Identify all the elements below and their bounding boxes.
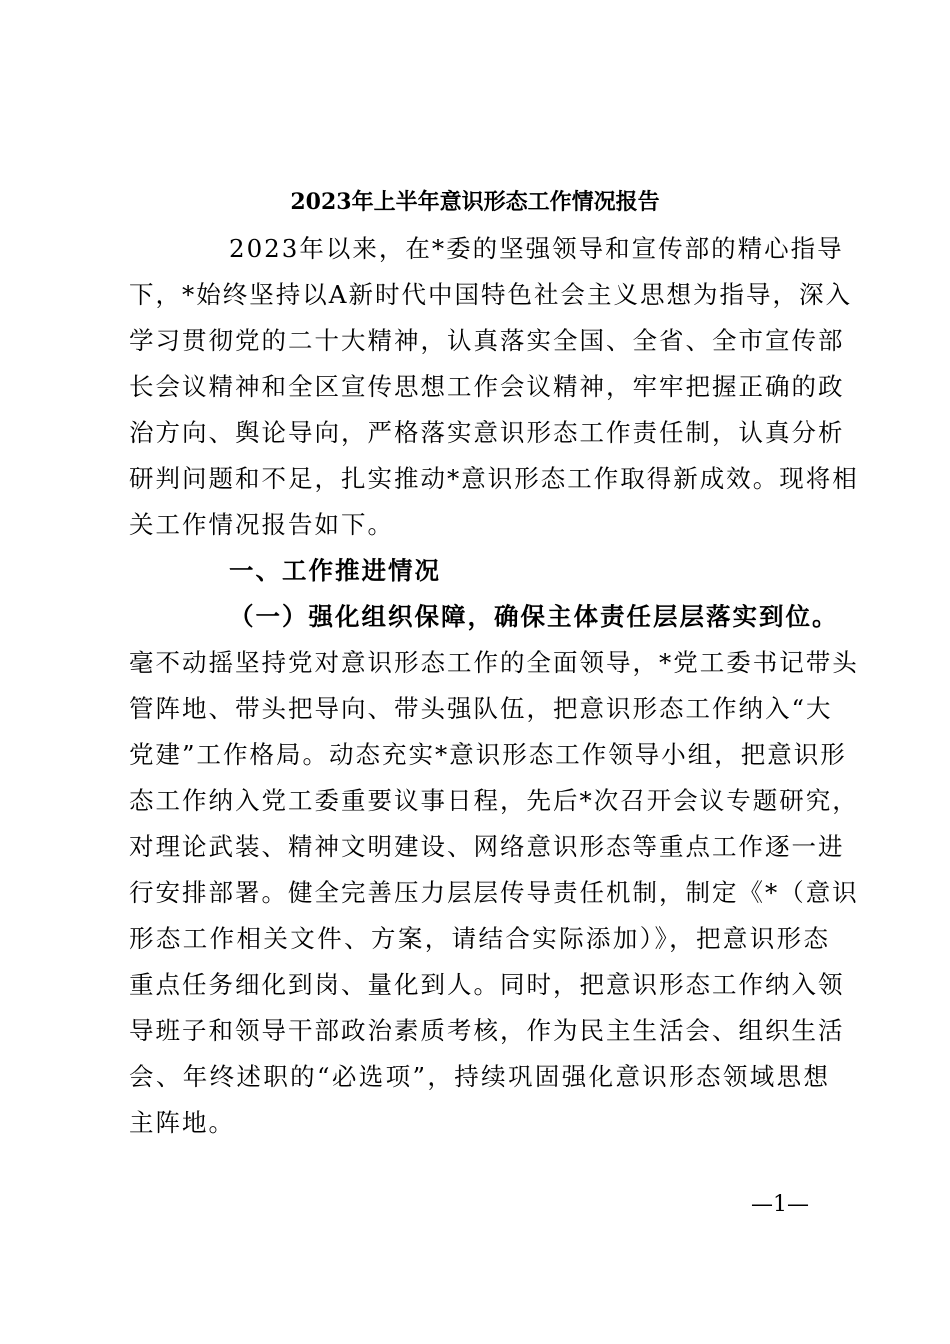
paragraph-line: 行安排部署。健全完善压力层层传导责任机制，制定《*（意识 bbox=[129, 878, 859, 907]
paragraph-line: 形态工作相关文件、方案，请结合实际添加）》，把意识形态 bbox=[129, 924, 830, 953]
paragraph-line: 主阵地。 bbox=[129, 1108, 235, 1137]
paragraph-line: 学习贯彻党的二十大精神，认真落实全国、全省、全市宣传部 bbox=[129, 326, 845, 355]
paragraph-line: 对理论武装、精神文明建设、网络意识形态等重点工作逐一进 bbox=[129, 832, 845, 861]
subsection-heading: （一）强化组织保障，确保主体责任层层落实到位。 bbox=[229, 602, 839, 631]
paragraph-line: 2023年以来，在*委的坚强领导和宣传部的精心指导 bbox=[229, 234, 844, 263]
paragraph-line: 会、年终述职的“必选项”，持续巩固强化意识形态领域思想 bbox=[129, 1062, 830, 1091]
paragraph-line: 关工作情况报告如下。 bbox=[129, 510, 394, 539]
paragraph-line: 态工作纳入党工委重要议事日程，先后*次召开会议专题研究， bbox=[129, 786, 859, 815]
paragraph-line: 管阵地、带头把导向、带头强队伍，把意识形态工作纳入“大 bbox=[129, 694, 833, 723]
paragraph-line: 研判问题和不足，扎实推动*意识形态工作取得新成效。现将相 bbox=[129, 464, 859, 493]
paragraph-line: 导班子和领导干部政治素质考核，作为民主生活会、组织生活 bbox=[129, 1016, 845, 1045]
paragraph-line: 党建”工作格局。动态充实*意识形态工作领导小组，把意识形 bbox=[129, 740, 847, 769]
page-number: —1— bbox=[751, 1192, 809, 1217]
paragraph-line: 治方向、舆论导向，严格落实意识形态工作责任制，认真分析 bbox=[129, 418, 845, 447]
paragraph-line: 重点任务细化到岗、量化到人。同时，把意识形态工作纳入领 bbox=[129, 970, 845, 999]
paragraph-line: 长会议精神和全区宣传思想工作会议精神，牢牢把握正确的政 bbox=[129, 372, 845, 401]
document-title: 2023年上半年意识形态工作情况报告 bbox=[290, 189, 660, 215]
paragraph-line: 下，*始终坚持以A新时代中国特色社会主义思想为指导，深入 bbox=[129, 280, 852, 309]
paragraph-line: 毫不动摇坚持党对意识形态工作的全面领导，*党工委书记带头 bbox=[129, 648, 859, 677]
section-heading: 一、工作推进情况 bbox=[229, 556, 441, 585]
